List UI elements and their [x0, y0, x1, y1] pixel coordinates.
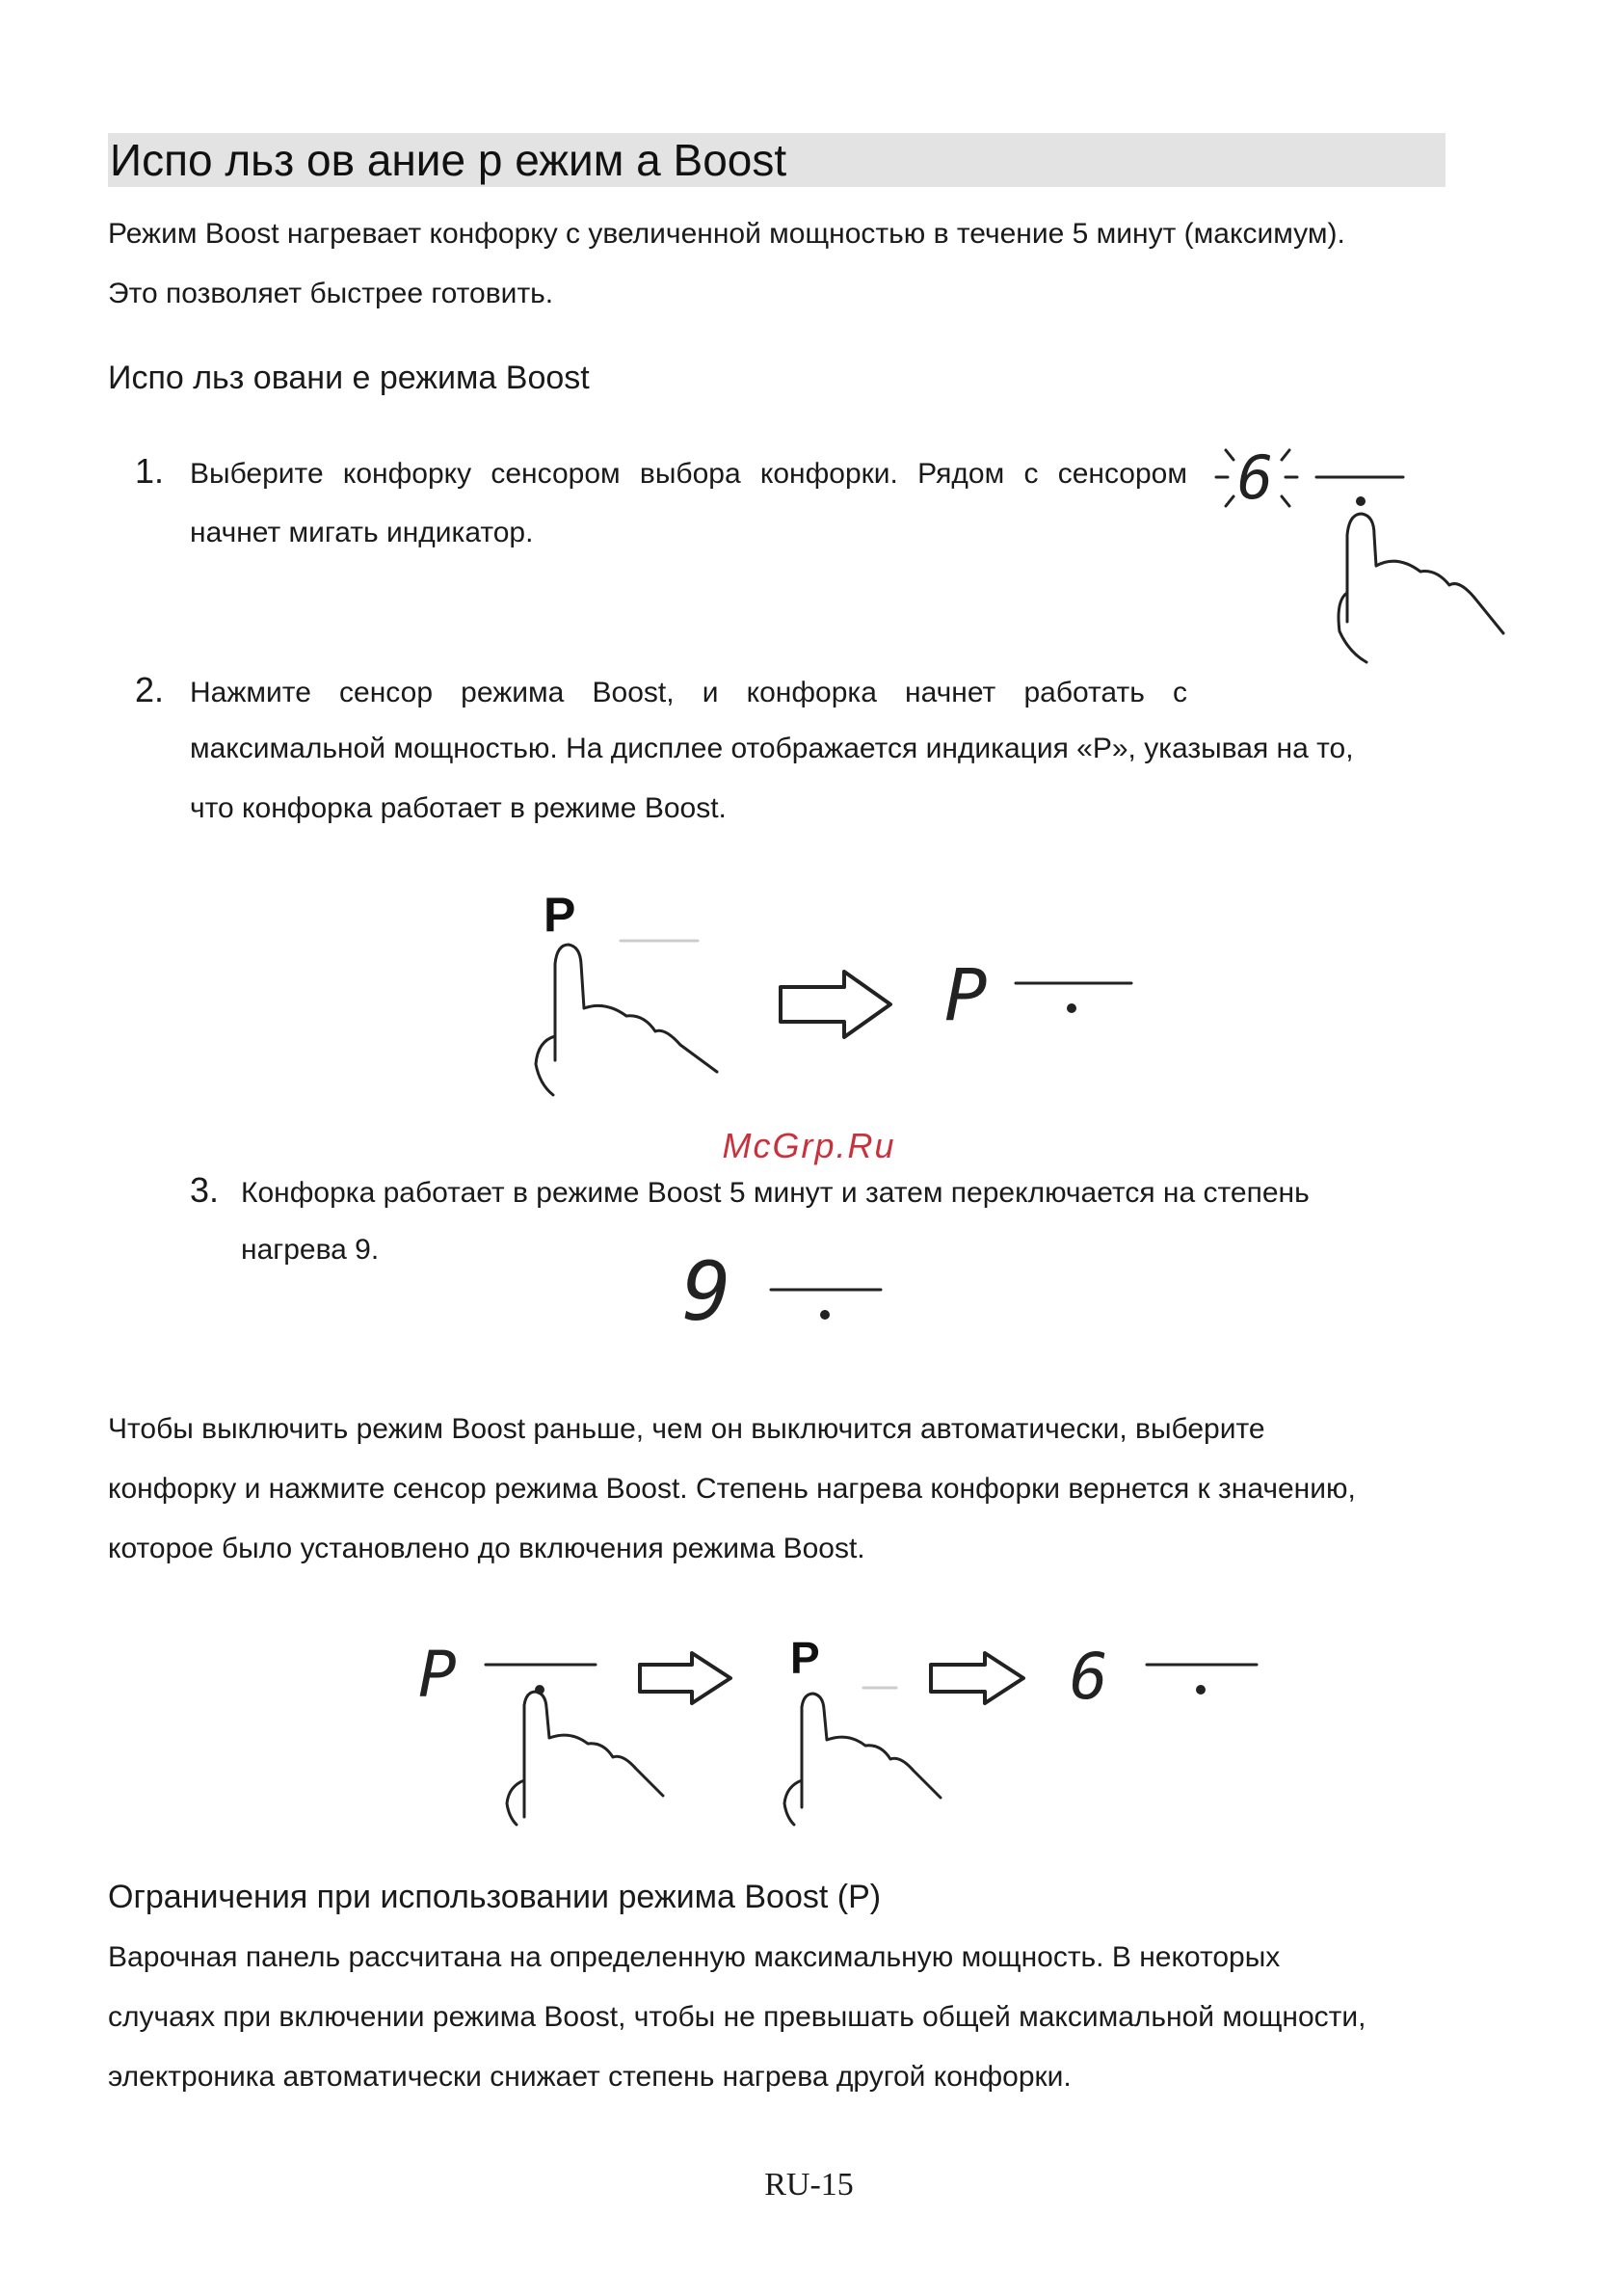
- section-subtitle-limits: Ограничения при использовании режима Boost (P): [108, 1879, 882, 1915]
- hand-finger: [524, 1692, 663, 1817]
- hand-thumb: [784, 1780, 802, 1825]
- step-3-figure: [675, 1243, 896, 1340]
- step-1-line-2: начнет мигать индикатор.: [190, 517, 534, 548]
- step-3-number: 3.: [190, 1170, 220, 1210]
- arrow-icon: [931, 1653, 1023, 1703]
- step-3-line-1: Конфорка работает в режиме Boost 5 минут и затем переключается на степень: [241, 1177, 1310, 1209]
- step-1-number: 1.: [135, 451, 165, 491]
- limits-line-1: Варочная панель рассчитана на определенную максимальную мощность. В некоторых: [108, 1941, 1281, 1973]
- step-2-number: 2.: [135, 670, 165, 709]
- hand-finger: [1347, 514, 1503, 633]
- intro-line-1: Режим Boost нагревает конфорку с увеличенной мощностью в течение 5 минут (максимум).: [108, 218, 1345, 250]
- cancel-line-2: конфорку и нажмите сенсор режима Boost. Степень нагрева конфорки вернется к значению,: [108, 1473, 1356, 1505]
- cancel-display-end-digit: 6: [1070, 1640, 1108, 1714]
- step-2-line-1: Нажмите сенсор режима Boost, и конфорка начнет работать с: [190, 677, 1187, 708]
- step-3-line-2: нагрева 9.: [241, 1234, 380, 1266]
- hand-finger: [555, 945, 717, 1072]
- step-3-display-digit: 9: [682, 1244, 731, 1339]
- step-2-line-3: что конфорка работает в режиме Boost.: [190, 792, 727, 824]
- burner-dot: [1067, 1003, 1076, 1013]
- step-1-hand-illustration: [1205, 439, 1523, 670]
- burner-dot: [820, 1310, 830, 1320]
- cancel-illustration: [405, 1624, 1272, 1836]
- hand-thumb: [507, 1780, 524, 1825]
- intro-line-2: Это позволяет быстрее готовить.: [108, 278, 554, 309]
- step-1-figure: [1205, 439, 1523, 670]
- blink-ray: [1282, 496, 1289, 506]
- burner-dot: [1196, 1685, 1206, 1695]
- blink-ray: [1226, 496, 1233, 506]
- blink-ray: [1226, 450, 1233, 460]
- sensor-dot: [1356, 496, 1366, 506]
- hand-finger: [802, 1694, 941, 1807]
- blink-ray: [1282, 450, 1289, 460]
- page-number: RU-15: [764, 2167, 854, 2203]
- step-2-figure: [520, 887, 1147, 1108]
- limits-line-3: электроника автоматически снижает степень нагрева другой конфорки.: [108, 2061, 1072, 2093]
- cancel-figure: [405, 1624, 1272, 1836]
- cancel-line-1: Чтобы выключить режим Boost раньше, чем он выключится автоматически, выберите: [108, 1413, 1265, 1445]
- boost-sensor-label: P: [544, 888, 576, 942]
- step-2-display-digit: P: [944, 954, 988, 1037]
- step-1-line-1: Выберите конфорку сенсором выбора конфорки. Рядом с сенсором: [190, 458, 1187, 490]
- step-2-illustration: [520, 887, 1147, 1108]
- cancel-display-start-digit: P: [418, 1638, 457, 1712]
- hand-thumb: [1339, 593, 1366, 662]
- arrow-icon: [640, 1653, 730, 1703]
- cancel-boost-sensor-label: P: [790, 1633, 820, 1683]
- step-2-line-2: максимальной мощностью. На дисплее отображается индикация «P», указывая на то,: [190, 733, 1354, 764]
- section-subtitle-usage: Испо льз овани е режима Boost: [108, 360, 590, 396]
- step-3-display-illustration: [675, 1243, 896, 1340]
- page-title: Испо льз ов ание р ежим а Boost: [110, 135, 787, 185]
- watermark: McGrp.Ru: [722, 1126, 896, 1165]
- step-1-display-digit: 6: [1237, 442, 1274, 513]
- cancel-line-3: которое было установлено до включения режима Boost.: [108, 1533, 865, 1564]
- arrow-icon: [781, 972, 890, 1037]
- limits-line-2: случаях при включении режима Boost, чтобы не превышать общей максимальной мощности,: [108, 2001, 1366, 2033]
- hand-thumb: [536, 1036, 555, 1095]
